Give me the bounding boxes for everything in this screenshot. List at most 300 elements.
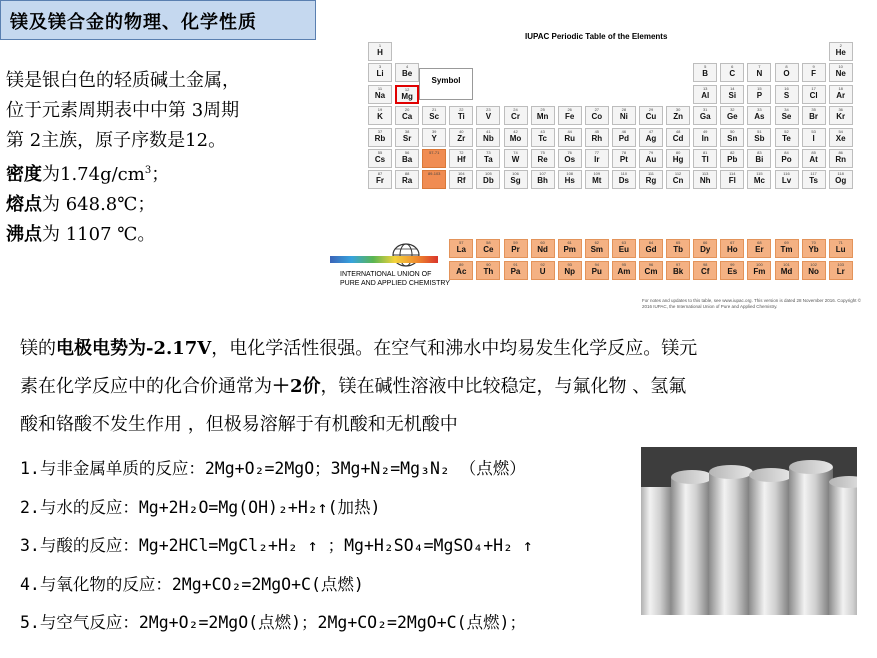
element-be <box>395 63 419 82</box>
element-symbol: Ir <box>594 155 600 164</box>
iupac-color-bar <box>330 256 438 263</box>
element-symbol: Tc <box>538 133 547 143</box>
atomic-number: 1 <box>378 43 382 48</box>
atomic-number: 69 <box>784 240 789 245</box>
density-end: ； <box>151 164 170 185</box>
atomic-number: 77 <box>594 150 600 155</box>
element-in <box>693 128 717 147</box>
element-symbol: Sb <box>754 133 765 143</box>
element-xe <box>829 128 853 147</box>
element-symbol: Ge <box>726 112 738 122</box>
element-np <box>558 261 582 280</box>
element-symbol: Br <box>809 112 819 122</box>
element-se <box>775 106 799 125</box>
atomic-number: 57-71 <box>429 150 440 155</box>
element-symbol: Zn <box>673 112 683 122</box>
reaction-item <box>20 527 533 566</box>
element-symbol: Hg <box>672 155 684 164</box>
element-symbol: Y <box>431 133 437 143</box>
element-h <box>368 42 392 61</box>
element-cn <box>666 170 690 189</box>
boiling-line <box>6 220 326 250</box>
atomic-number: 101 <box>783 262 790 267</box>
atomic-number: 68 <box>757 240 762 245</box>
element-bh <box>531 170 555 189</box>
atomic-number: 34 <box>784 107 789 113</box>
element-symbol: Ra <box>401 176 413 186</box>
element-symbol: As <box>754 112 765 122</box>
element-au <box>639 149 663 168</box>
element-symbol: Lu <box>835 245 846 254</box>
atomic-number: 52 <box>784 128 789 134</box>
reaction-item <box>20 604 533 643</box>
atomic-number: 38 <box>404 128 410 134</box>
element-symbol: V <box>485 112 492 122</box>
element-er <box>747 239 771 258</box>
element-symbol: Re <box>537 155 548 164</box>
element-b <box>693 63 717 82</box>
element-bk <box>666 261 690 280</box>
reaction-item <box>20 489 533 528</box>
atomic-number: 66 <box>702 240 708 245</box>
atomic-number: 20 <box>404 107 410 113</box>
iupac-name-line: INTERNATIONAL UNION OF <box>340 271 432 278</box>
element-symbol: Ce <box>483 245 494 254</box>
density-exponent: 3 <box>144 165 152 176</box>
element-symbol: Og <box>835 176 847 186</box>
reaction-label: 1.与非金属单质的反应： <box>20 459 205 478</box>
element-ts <box>802 170 826 189</box>
element-am <box>612 261 636 280</box>
element-symbol: Ho <box>726 245 738 254</box>
element-symbol: Cd <box>672 133 684 143</box>
iupac-globe-icon <box>390 242 422 268</box>
atomic-number: 10 <box>838 64 843 70</box>
element-block-57-71 <box>422 149 446 168</box>
element-symbol: Nd <box>537 245 548 254</box>
intro-line: 镁是银白色的轻质碱土金属， <box>6 70 240 91</box>
atomic-number: 28 <box>621 107 627 113</box>
periodic-table-key <box>419 68 473 100</box>
reaction-item <box>20 566 533 605</box>
element-br <box>802 106 826 125</box>
element-symbol: Zr <box>457 133 466 143</box>
element-symbol: Bh <box>537 176 548 186</box>
atomic-number: 49 <box>702 128 708 134</box>
element-cs <box>368 149 392 168</box>
element-pd <box>612 128 636 147</box>
atomic-number: 57 <box>459 240 464 245</box>
element-fm <box>747 261 771 280</box>
element-w <box>504 149 528 168</box>
element-symbol: F <box>811 69 817 79</box>
element-o <box>775 63 799 82</box>
element-ni <box>612 106 636 125</box>
element-symbol: Sm <box>590 245 604 254</box>
element-symbol: Cn <box>672 176 684 186</box>
element-mc <box>747 170 771 189</box>
atomic-number: 26 <box>567 107 572 113</box>
atomic-number: 13 <box>702 85 708 91</box>
element-c <box>720 63 744 82</box>
element-symbol: Np <box>564 267 576 276</box>
element-na <box>368 85 392 104</box>
element-symbol: Ca <box>401 112 413 122</box>
element-symbol: Po <box>781 155 792 164</box>
element-symbol: Bk <box>672 267 684 276</box>
element-fl <box>720 170 744 189</box>
properties-paragraph <box>20 330 860 444</box>
atomic-number: 116 <box>783 171 790 177</box>
element-symbol: Mo <box>509 133 522 143</box>
element-symbol: Tm <box>780 245 793 254</box>
element-tl <box>693 149 717 168</box>
element-symbol: Te <box>782 133 791 143</box>
atomic-number: 84 <box>784 150 789 155</box>
element-zn <box>666 106 690 125</box>
element-symbol: N <box>756 69 763 79</box>
element-symbol: C <box>729 69 736 79</box>
element-symbol: Al <box>701 90 710 100</box>
element-symbol: Rf <box>457 176 466 186</box>
element-symbol: P <box>756 90 763 100</box>
atomic-number: 7 <box>758 64 761 70</box>
atomic-number: 61 <box>567 240 572 245</box>
element-symbol: Fl <box>728 176 736 186</box>
element-cf <box>693 261 717 280</box>
element-symbol: Fm <box>753 267 766 276</box>
element-symbol: Pb <box>727 155 738 164</box>
element-symbol: In <box>701 133 709 143</box>
potential-value: -2.17V <box>146 338 212 359</box>
key-label: Symbol <box>431 76 461 85</box>
element-symbol: Mt <box>592 176 602 186</box>
element-te <box>775 128 799 147</box>
element-os <box>558 149 582 168</box>
element-symbol: Db <box>483 176 494 186</box>
element-symbol: Ts <box>809 176 818 186</box>
element-symbol: Be <box>401 69 413 79</box>
element-symbol: Li <box>376 69 384 79</box>
element-symbol: Rg <box>645 176 657 186</box>
atomic-number: 48 <box>675 128 681 134</box>
atomic-number: 33 <box>757 107 762 113</box>
element-og <box>829 170 853 189</box>
element-cr <box>504 106 528 125</box>
magnesium-cylinders-image <box>641 447 857 615</box>
element-tb <box>666 239 690 258</box>
para-line <box>20 330 860 368</box>
element-sg <box>504 170 528 189</box>
element-symbol: W <box>511 155 520 164</box>
element-po <box>775 149 799 168</box>
atomic-number: 32 <box>730 107 735 113</box>
element-symbol: Cl <box>809 90 818 100</box>
element-sc <box>422 106 446 125</box>
element-sr <box>395 128 419 147</box>
para-text: 素在化学反应中的化合价通常为 <box>20 376 272 397</box>
atomic-number: 82 <box>730 150 735 155</box>
atomic-number: 96 <box>648 262 654 267</box>
atomic-number: 11 <box>377 85 383 91</box>
reaction-equation: 2Mg+O₂=2MgO(点燃)；2Mg+CO₂=2MgO+C(点燃)； <box>138 613 526 632</box>
element-symbol: Rb <box>374 133 386 143</box>
atomic-number: 115 <box>756 171 763 177</box>
element-s <box>775 85 799 104</box>
atomic-number: 71 <box>838 240 843 245</box>
atomic-number: 118 <box>837 171 844 177</box>
element-hf <box>449 149 473 168</box>
element-i <box>802 128 826 147</box>
atomic-number: 65 <box>675 240 681 245</box>
atomic-number: 70 <box>811 240 816 245</box>
element-symbol: Na <box>374 90 386 100</box>
density-label: 密度 <box>6 164 42 185</box>
element-symbol: Lr <box>836 267 845 276</box>
atomic-number: 97 <box>675 262 681 267</box>
copyright-note: For notes and updates to this table, see www.iupac.org. This version is dated 28 November 2016. Copyright © 2016 IUPAC, the International Union of Pure and Applied Chemistry. <box>642 298 862 309</box>
element-eu <box>612 239 636 258</box>
element-symbol: Mn <box>536 112 549 122</box>
element-cu <box>639 106 663 125</box>
atomic-number: 46 <box>621 128 627 134</box>
element-symbol: Sc <box>429 112 440 122</box>
element-pr <box>504 239 528 258</box>
element-symbol: Bi <box>755 155 764 164</box>
atomic-number: 63 <box>621 240 627 245</box>
element-symbol: Pm <box>563 245 576 254</box>
element-tm <box>775 239 799 258</box>
element-symbol: Pr <box>511 245 520 254</box>
element-symbol: Si <box>728 90 737 100</box>
element-symbol: Ba <box>401 155 413 164</box>
atomic-number: 89-103 <box>427 171 441 177</box>
element-li <box>368 63 392 82</box>
element-mo <box>504 128 528 147</box>
element-symbol: He <box>835 48 846 57</box>
element-symbol: Ar <box>836 90 846 100</box>
element-symbol: Ne <box>835 69 846 79</box>
element-pu <box>585 261 609 280</box>
element-symbol: I <box>812 133 815 143</box>
element-symbol: Hs <box>564 176 575 186</box>
para-text: 镁的 <box>20 338 56 359</box>
para-line: 酸和铬酸不发生作用 ，但极易溶解于有机酸和无机酸中 <box>20 414 458 435</box>
element-symbol: S <box>783 90 790 100</box>
atomic-number: 53 <box>811 128 816 134</box>
intro-line: 第 2主族，原子序数是12。 <box>6 130 227 151</box>
atomic-number: 105 <box>485 171 492 177</box>
atomic-number: 8 <box>785 64 788 70</box>
element-hg <box>666 149 690 168</box>
atomic-number: 87 <box>377 171 383 177</box>
element-nd <box>531 239 555 258</box>
atomic-number: 112 <box>674 171 682 177</box>
element-mg <box>395 85 419 104</box>
element-symbol: Mg <box>401 91 413 101</box>
element-bi <box>747 149 771 168</box>
atomic-number: 51 <box>757 128 762 134</box>
atomic-number: 19 <box>377 107 383 113</box>
atomic-number: 50 <box>730 128 735 134</box>
element-at <box>802 149 826 168</box>
reaction-label: 2.与水的反应： <box>20 497 139 517</box>
atomic-number: 55 <box>377 150 383 155</box>
reaction-equation: Mg+2HCl=MgCl₂+H₂ ↑ ；Mg+H₂SO₄=MgSO₄+H₂ ↑ <box>138 536 533 555</box>
element-symbol: Ag <box>645 133 657 143</box>
element-symbol: Cr <box>511 112 520 122</box>
atomic-number: 110 <box>620 171 628 177</box>
atomic-number: 44 <box>567 128 572 134</box>
intro-line: 位于元素周期表中中第 3周期 <box>6 100 240 121</box>
density-line <box>6 156 326 190</box>
element-v <box>476 106 500 125</box>
element-symbol: Rh <box>591 133 603 143</box>
element-ga <box>693 106 717 125</box>
atomic-number: 39 <box>431 128 437 134</box>
atomic-number: 74 <box>513 150 518 155</box>
page-title: 镁及镁合金的物理、化学性质 <box>10 12 257 33</box>
atomic-number: 90 <box>486 262 491 267</box>
element-pm <box>558 239 582 258</box>
element-symbol: Er <box>755 245 764 254</box>
atomic-number: 30 <box>675 107 681 113</box>
element-symbol: Tb <box>673 245 683 254</box>
atomic-number: 42 <box>513 128 518 134</box>
atomic-number: 25 <box>540 107 545 113</box>
atomic-number: 60 <box>540 240 545 245</box>
element-symbol: Fe <box>565 112 575 122</box>
element-f <box>802 63 826 82</box>
element-he <box>829 42 853 61</box>
element-symbol: Au <box>645 155 657 164</box>
atomic-number: 56 <box>404 150 410 155</box>
atomic-number: 73 <box>486 150 491 155</box>
element-pa <box>504 261 528 280</box>
atomic-number: 31 <box>702 107 708 113</box>
atomic-number: 21 <box>431 107 437 113</box>
atomic-number: 100 <box>756 262 763 267</box>
element-es <box>720 261 744 280</box>
element-k <box>368 106 392 125</box>
element-symbol: Xe <box>835 133 846 143</box>
atomic-number: 109 <box>593 171 601 177</box>
atomic-number: 54 <box>838 128 843 134</box>
element-symbol: Th <box>483 267 494 276</box>
element-symbol: Cs <box>374 155 386 164</box>
element-th <box>476 261 500 280</box>
element-kr <box>829 106 853 125</box>
element-symbol: Nb <box>483 133 494 143</box>
melting-value: 为 648.8℃； <box>42 194 156 215</box>
atomic-number: 83 <box>757 150 762 155</box>
atomic-number: 85 <box>811 150 816 155</box>
element-sn <box>720 128 744 147</box>
element-symbol: Co <box>591 112 603 122</box>
element-symbol: At <box>809 155 818 164</box>
element-symbol: Ni <box>619 112 628 122</box>
element-symbol: O <box>783 69 790 79</box>
atomic-number: 6 <box>731 64 734 70</box>
element-rf <box>449 170 473 189</box>
melting-label: 熔点 <box>6 194 42 215</box>
atomic-number: 36 <box>838 107 843 113</box>
element-lv <box>775 170 799 189</box>
element-ne <box>829 63 853 82</box>
element-fr <box>368 170 392 189</box>
element-lr <box>829 261 853 280</box>
atomic-number: 86 <box>838 150 843 155</box>
element-p <box>747 85 771 104</box>
reaction-equation: 2Mg+CO₂=2MgO+C(点燃) <box>171 574 364 594</box>
atomic-number: 104 <box>457 171 465 177</box>
element-ar <box>829 85 853 104</box>
title-banner <box>0 0 316 40</box>
element-symbol: Sn <box>727 133 738 143</box>
atomic-number: 107 <box>539 171 546 177</box>
element-ag <box>639 128 663 147</box>
element-ho <box>720 239 744 258</box>
element-mn <box>531 106 555 125</box>
element-symbol: U <box>539 267 546 276</box>
atomic-number: 114 <box>729 171 736 177</box>
iupac-name-line: PURE AND APPLIED CHEMISTRY <box>340 280 450 287</box>
atomic-number: 91 <box>513 262 518 267</box>
element-ta <box>476 149 500 168</box>
para-text: ，镁在碱性溶液中比较稳定，与氟化物 、氢氟 <box>320 376 687 397</box>
atomic-number: 17 <box>811 85 816 91</box>
atomic-number: 18 <box>838 85 843 91</box>
element-ca <box>395 106 419 125</box>
element-symbol: Ta <box>484 155 493 164</box>
element-symbol: H <box>377 48 383 57</box>
element-hs <box>558 170 582 189</box>
para-text: ，电化学活性很强。在空气和沸水中均易发生化学反应。镁元 <box>211 338 698 359</box>
atomic-number: 27 <box>594 107 600 113</box>
element-cl <box>802 85 826 104</box>
element-re <box>531 149 555 168</box>
atomic-number: 72 <box>459 150 464 155</box>
element-symbol: Sr <box>402 133 412 143</box>
iupac-name <box>340 270 460 288</box>
atomic-number: 12 <box>404 86 410 92</box>
atomic-number: 106 <box>512 171 519 177</box>
atomic-number: 99 <box>730 262 735 267</box>
atomic-number: 35 <box>811 107 816 113</box>
atomic-number: 4 <box>405 64 409 70</box>
element-symbol: Lv <box>781 176 792 186</box>
element-as <box>747 106 771 125</box>
atomic-number: 102 <box>810 262 817 267</box>
intro-block <box>6 66 326 250</box>
atomic-number: 22 <box>459 107 464 113</box>
atomic-number: 75 <box>540 150 545 155</box>
element-symbol: Ds <box>618 176 629 186</box>
element-symbol: Se <box>781 112 792 122</box>
melting-line <box>6 190 326 220</box>
element-symbol: Hf <box>457 155 466 164</box>
element-symbol: Es <box>727 267 738 276</box>
element-nh <box>693 170 717 189</box>
atomic-number: 2 <box>839 43 842 48</box>
atomic-number: 95 <box>621 262 627 267</box>
element-md <box>775 261 799 280</box>
atomic-number: 14 <box>730 85 735 91</box>
element-block-89-103 <box>422 170 446 189</box>
atomic-number: 113 <box>701 171 709 177</box>
element-symbol: Yb <box>808 245 819 254</box>
element-symbol: Ti <box>457 112 465 122</box>
